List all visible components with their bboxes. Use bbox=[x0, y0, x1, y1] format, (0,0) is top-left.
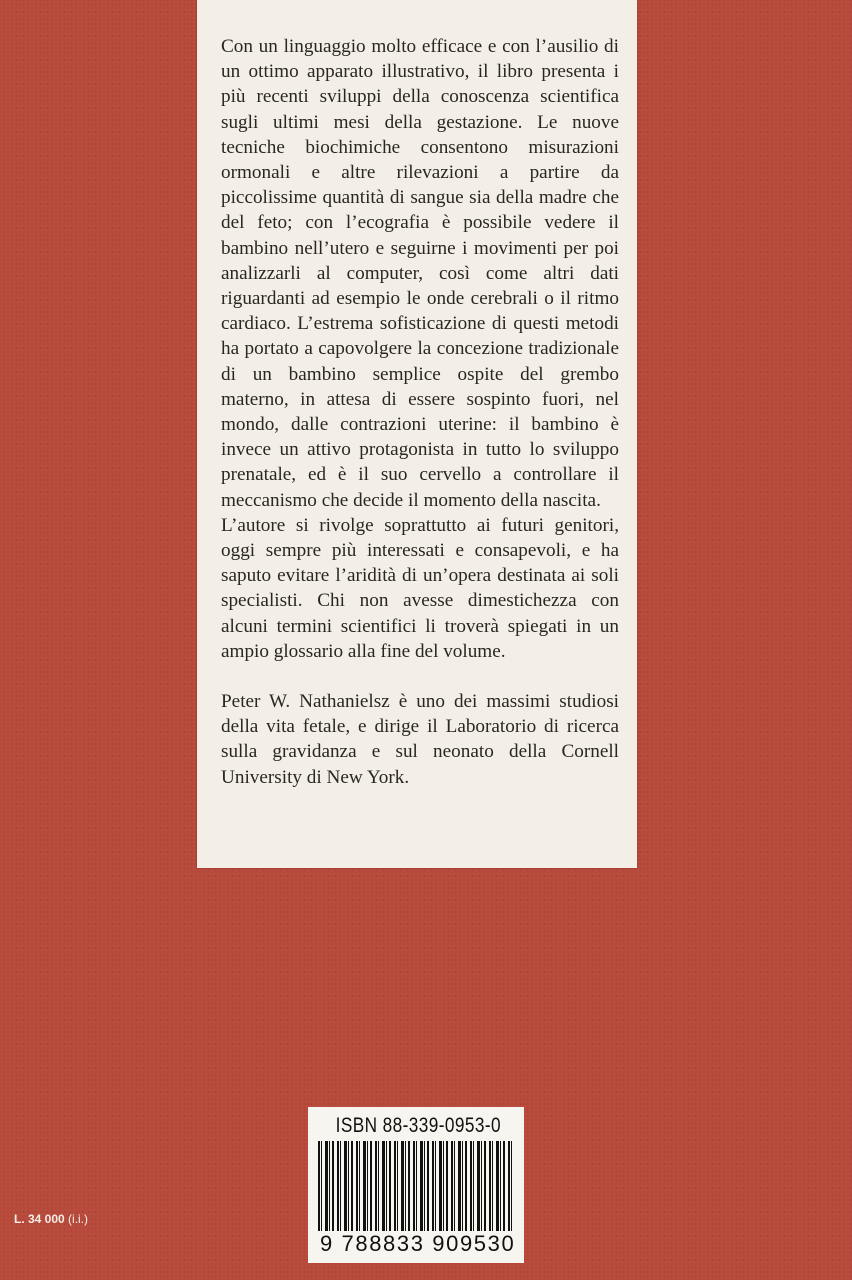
price-label bbox=[14, 1212, 88, 1226]
price-suffix: (i.i.) bbox=[68, 1212, 89, 1226]
price-amount: L. 34 000 bbox=[14, 1212, 65, 1226]
barcode-label bbox=[308, 1107, 524, 1263]
description-panel bbox=[197, 0, 637, 868]
description-paragraph-1: Con un linguaggio molto efficace e con l’ausilio di un ottimo apparato illustrativo, il libro presenta i più recenti sviluppi della conoscenza scientifica sugli ultimi mesi della gestazione. Le nuove tecniche biochimiche consentono misurazioni ormonali e altre rilevazioni a partire da piccolissime quantità di sangue sia della madre che del feto; con l’ecografia è possibile vedere il bambino nell’utero e seguirne i movimenti per poi analizzarli al computer, così come altri dati riguardanti ad esempio le onde cerebrali o il ritmo cardiaco. L’estrema sofisticazione di questi metodi ha portato a capovolgere la concezione tradizionale di un bambino semplice ospite del grembo materno, in attesa di essere sospinto fuori, nel mondo, dalle contrazioni uterine: il bambino è invece un attivo protagonista in tutto lo sviluppo prenatale, ed è il suo cervello a controllare il meccanismo che decide il momento della nascita. bbox=[221, 36, 619, 511]
ean-number: 9 788833 909530 bbox=[320, 1231, 516, 1256]
author-bio: Peter W. Nathanielsz è uno dei massimi studiosi della vita fetale, e dirige il Laboratorio di ricerca sulla gravidanza e sul neonato della Cornell University di New York. bbox=[221, 691, 619, 788]
barcode-bars-icon bbox=[318, 1141, 514, 1233]
description-paragraph-2: L’autore si rivolge soprattutto ai futuri genitori, oggi sempre più interessati e consapevoli, e ha saputo evitare l’aridità di un’opera destinata ai soli specialisti. Chi non avesse dimestichezza con alcuni termini scientifici li troverà spiegati in un ampio glossario alla fine del volume. bbox=[221, 514, 619, 662]
isbn-number: ISBN 88-339-0953-0 bbox=[335, 1114, 501, 1137]
